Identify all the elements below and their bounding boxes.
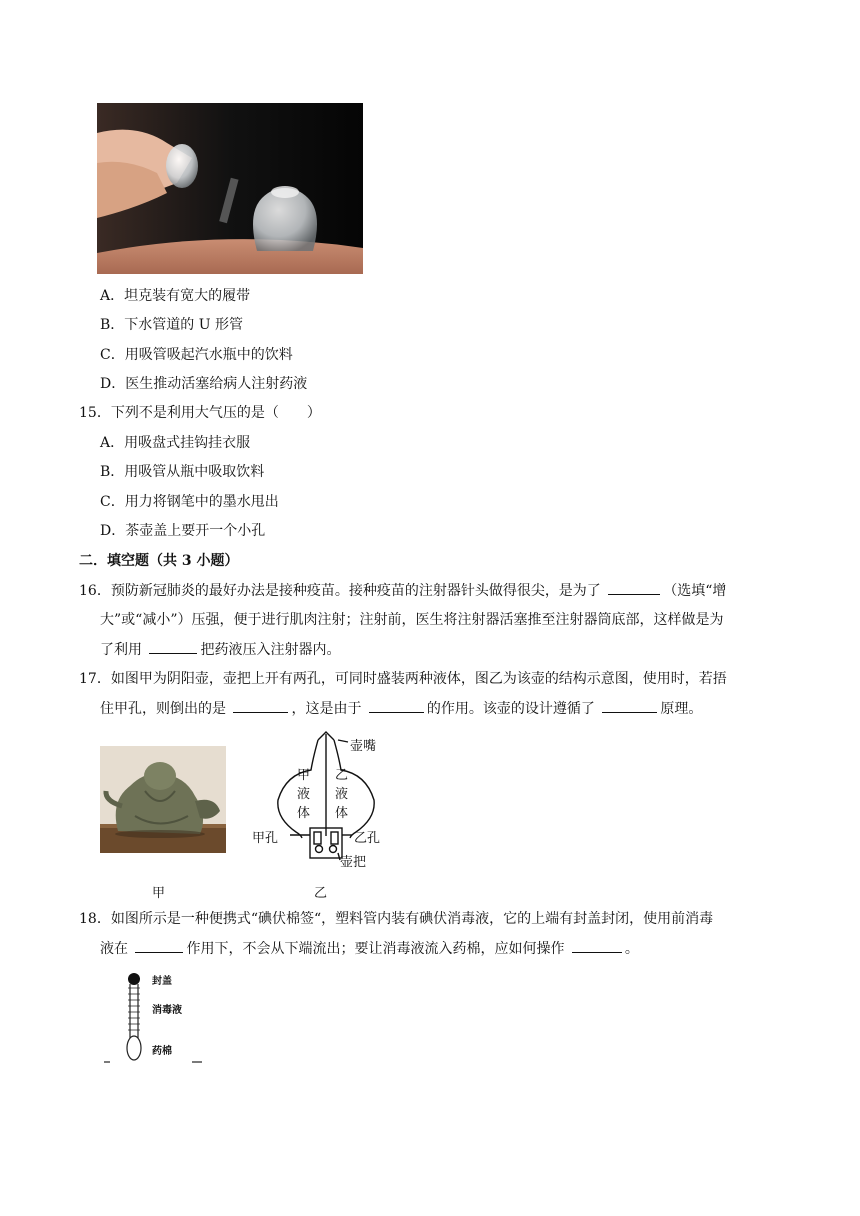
yinyang-teapot-art: [100, 746, 226, 853]
section-heading-count: 3: [181, 553, 192, 569]
yinyang-teapot-photo: [100, 746, 226, 853]
cupping-photo: [97, 103, 363, 274]
q14-option-a: A．坦克装有宽大的履带: [100, 288, 251, 304]
q17-text-2d: 原理。: [660, 701, 703, 717]
q18-blank-2[interactable]: [572, 938, 622, 953]
q17-text-2b: ，这是由于: [291, 701, 366, 717]
q16-text-3a: 了利用: [100, 642, 147, 658]
label-hole-a: 甲孔: [252, 831, 279, 846]
q18-text-2a: 液在: [100, 941, 133, 957]
q15-stem: 15．下列不是利用大气压的是（ ）: [79, 405, 321, 421]
label-hole-b: 乙孔: [354, 831, 381, 846]
label-liquid-b: [335, 766, 351, 823]
label-liquid-a: [297, 766, 313, 823]
q18-text-2b: 作用下，不会从下端流出；要让消毒液流入药棉，应如何操作: [186, 941, 569, 957]
q15-option-b: B．用吸管从瓶中吸取饮料: [100, 464, 265, 480]
label-liquid-a-2: 液: [297, 787, 311, 802]
q16-line-3: [100, 639, 340, 660]
section-heading-prefix: 二．填空题（共: [79, 553, 182, 569]
q18-line-2: [100, 938, 639, 959]
iodine-swab-diagram: [102, 968, 212, 1064]
q14-option-d: D．医生推动活塞给病人注射药液: [100, 376, 308, 392]
q16-blank-2[interactable]: [149, 639, 197, 654]
label-liquid-b-3: 体: [335, 806, 349, 821]
cupping-photo-art: [97, 103, 363, 274]
teapot-structure-diagram: [246, 728, 396, 873]
q16-text-1b: （选填“增: [663, 583, 727, 599]
q16-line-1: [79, 580, 726, 601]
section-heading-suffix: 小题）: [191, 553, 239, 569]
section-heading: [79, 551, 239, 571]
q17-line-2: [100, 698, 702, 719]
q17-blank-1[interactable]: [233, 698, 288, 713]
label-liquid-b-1: 乙: [335, 768, 349, 783]
q17-text-2a: 住甲孔，则倒出的是: [100, 701, 231, 717]
label-spout: 壶嘴: [350, 739, 377, 754]
label-cap: 封盖: [152, 976, 172, 987]
caption-yi: 乙: [314, 886, 328, 901]
q16-blank-1[interactable]: [608, 580, 660, 595]
label-liquid-b-2: 液: [335, 787, 349, 802]
q14-option-b: B．下水管道的 U 形管: [100, 317, 243, 333]
q16-text-1a: 16．预防新冠肺炎的最好办法是接种疫苗。接种疫苗的注射器针头做得很尖，是为了: [79, 583, 606, 599]
q17-line-1: 17．如图甲为阴阳壶，壶把上开有两孔，可同时盛装两种液体，图乙为该壶的结构示意图，使用时，若捂: [79, 671, 727, 687]
q14-option-c: C．用吸管吸起汽水瓶中的饮料: [100, 347, 293, 363]
q15-option-a: A．用吸盘式挂钩挂衣服: [100, 435, 251, 451]
q16-text-3b: 把药液压入注射器内。: [200, 642, 341, 658]
label-handle: 壶把: [340, 855, 367, 870]
q17-blank-2[interactable]: [369, 698, 424, 713]
q17-text-2c: 的作用。该壶的设计遵循了: [426, 701, 600, 717]
q18-line-1: 18．如图所示是一种便携式“碘伏棉签“，塑料管内装有碘伏消毒液，它的上端有封盖封闭，使用前消毒: [79, 911, 714, 927]
q16-line-2: 大”或“减小”）压强，便于进行肌肉注射；注射前，医生将注射器活塞推至注射器筒底部，这样做是为: [100, 612, 724, 628]
q18-blank-1[interactable]: [135, 938, 183, 953]
caption-jia: 甲: [152, 886, 166, 901]
label-disinfectant: 消毒液: [152, 1005, 182, 1016]
label-liquid-a-1: 甲: [297, 768, 311, 783]
q15-option-c: C．用力将钢笔中的墨水甩出: [100, 494, 279, 510]
q17-blank-3[interactable]: [602, 698, 657, 713]
q15-option-d: D．茶壶盖上要开一个小孔: [100, 523, 266, 539]
label-liquid-a-3: 体: [297, 806, 311, 821]
q18-text-2c: 。: [624, 941, 639, 957]
label-cotton: 药棉: [152, 1046, 172, 1057]
